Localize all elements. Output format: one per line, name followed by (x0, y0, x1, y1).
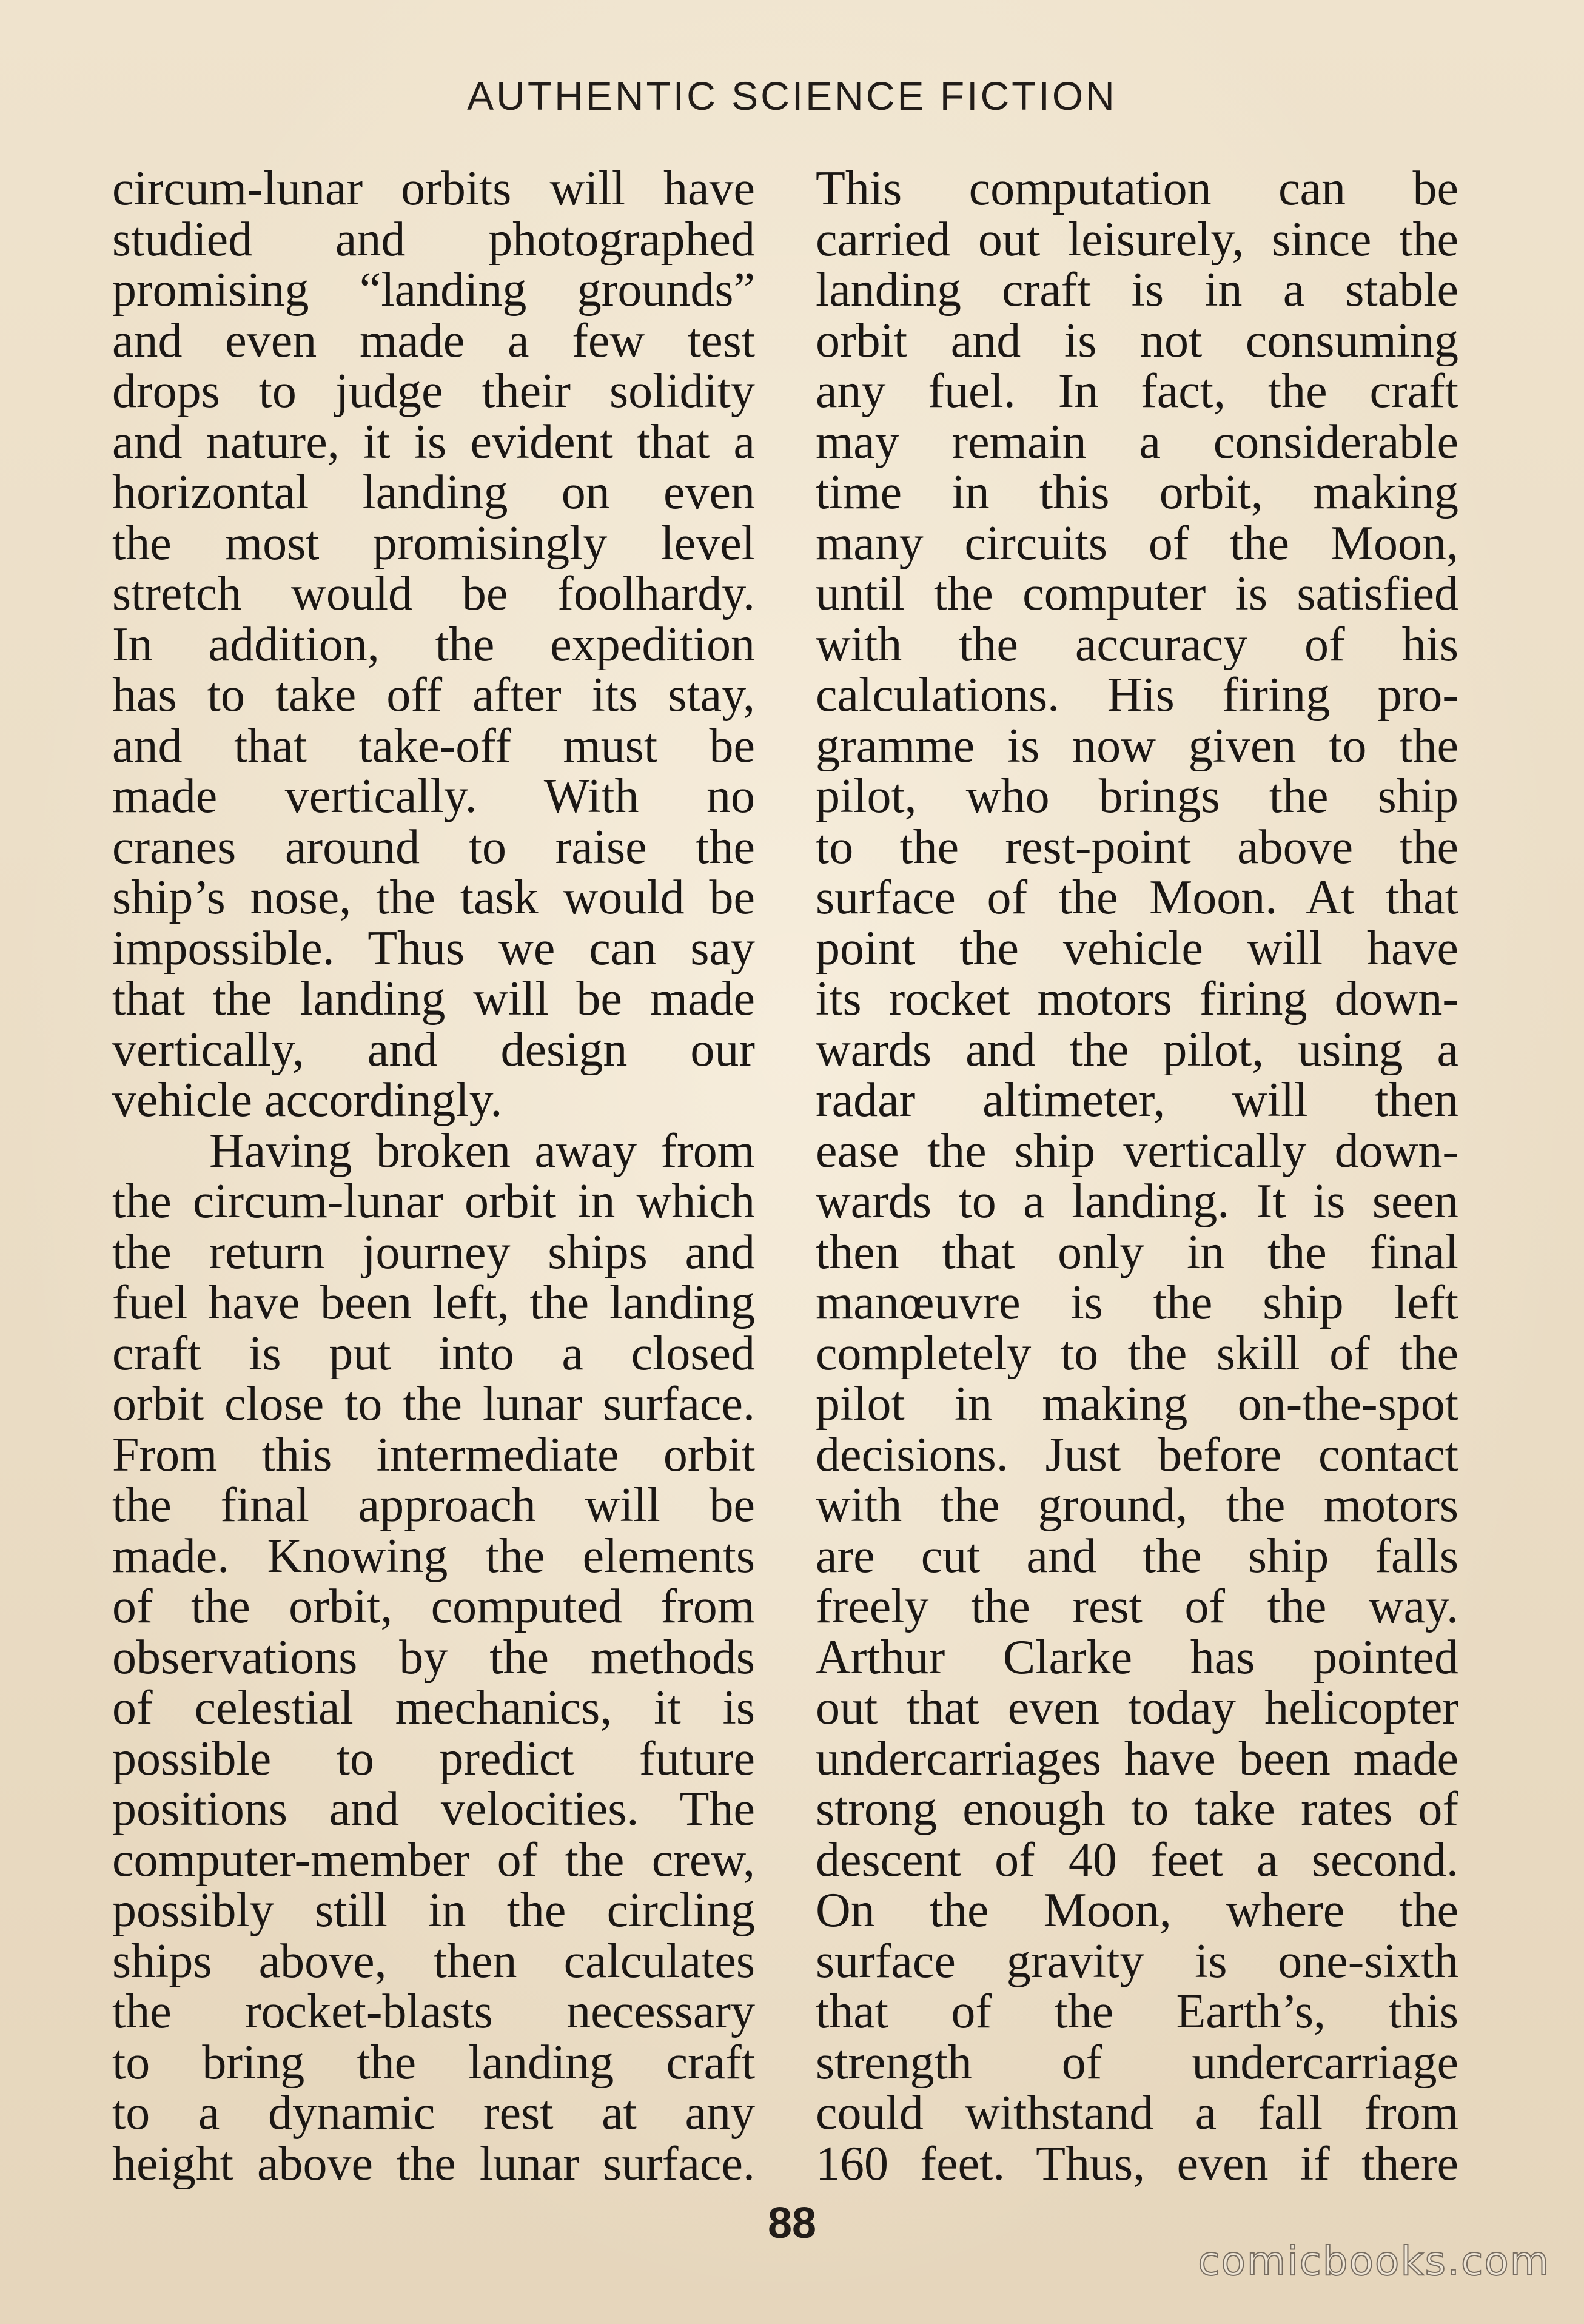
text-line: carried out leisurely, since the (816, 214, 1458, 265)
text-line: undercarriages have been made (816, 1733, 1458, 1784)
text-line: strength of undercarriage (816, 2037, 1458, 2088)
text-line: manœuvre is the ship left (816, 1278, 1458, 1329)
text-line: landing craft is in a stable (816, 265, 1458, 316)
text-line: freely the rest of the way. (816, 1582, 1458, 1633)
text-line: orbit and is not consuming (816, 315, 1458, 366)
text-line: strong enough to take rates of (816, 1784, 1458, 1835)
text-line: out that even today helicopter (816, 1683, 1458, 1734)
text-line: that of the Earth’s, this (816, 1987, 1458, 2038)
text-column-left (112, 164, 755, 2189)
text-line: the most promisingly level (112, 518, 755, 569)
text-line: stretch would be foolhardy. (112, 569, 755, 620)
text-line: From this intermediate orbit (112, 1429, 755, 1480)
text-line: to bring the landing craft (112, 2037, 755, 2088)
text-line: Arthur Clarke has pointed (816, 1632, 1458, 1683)
text-line: vehicle accordingly. (112, 1075, 503, 1126)
text-line: horizontal landing on even (112, 468, 755, 519)
text-line: then that only in the final (816, 1227, 1458, 1278)
text-line: made. Knowing the elements (112, 1531, 755, 1582)
text-line: observations by the methods (112, 1632, 755, 1683)
text-line: radar altimeter, will then (816, 1075, 1458, 1126)
text-line: height above the lunar surface. (112, 2138, 755, 2189)
text-line: drops to judge their solidity (112, 366, 755, 417)
text-line: surface of the Moon. At that (816, 873, 1458, 924)
text-line: to a dynamic rest at any (112, 2088, 755, 2139)
text-line: possible to predict future (112, 1733, 755, 1784)
text-line: of celestial mechanics, it is (112, 1683, 755, 1734)
text-line: point the vehicle will have (816, 923, 1458, 974)
text-line: ease the ship vertically down- (816, 1126, 1458, 1177)
text-line: decisions. Just before contact (816, 1429, 1458, 1480)
text-column-right (816, 164, 1458, 2189)
text-line: the circum-lunar orbit in which (112, 1177, 755, 1227)
watermark-logo: comicbooks.com (1198, 2238, 1550, 2285)
text-line: gramme is now given to the (816, 720, 1458, 771)
text-line: with the ground, the motors (816, 1480, 1458, 1531)
text-line: circum-lunar orbits will have (112, 164, 755, 215)
text-line: promising “landing grounds” (112, 265, 755, 316)
text-line: impossible. Thus we can say (112, 923, 755, 974)
text-line: cranes around to raise the (112, 822, 755, 873)
text-line: vertically, and design our (112, 1024, 755, 1075)
text-line: are cut and the ship falls (816, 1531, 1458, 1582)
text-line: possibly still in the circling (112, 1886, 755, 1936)
running-title: AUTHENTIC SCIENCE FICTION (467, 73, 1117, 118)
text-line: pilot in making on-the-spot (816, 1379, 1458, 1430)
text-line: made vertically. With no (112, 771, 755, 822)
text-line: craft is put into a closed (112, 1328, 755, 1379)
text-line: wards to a landing. It is seen (816, 1177, 1458, 1227)
text-line: surface gravity is one-sixth (816, 1936, 1458, 1987)
text-line: the final approach will be (112, 1480, 755, 1531)
text-line: pilot, who brings the ship (816, 771, 1458, 822)
text-line: 160 feet. Thus, even if there (816, 2138, 1458, 2189)
text-line: has to take off after its stay, (112, 670, 755, 721)
text-line: many circuits of the Moon, (816, 518, 1458, 569)
text-line: ship’s nose, the task would be (112, 873, 755, 924)
text-line: Having broken away from (209, 1126, 755, 1177)
text-line: that the landing will be made (112, 974, 755, 1025)
text-line: may remain a considerable (816, 417, 1458, 468)
text-line: computer-member of the crew, (112, 1835, 755, 1886)
text-line: of the orbit, computed from (112, 1582, 755, 1633)
text-line: with the accuracy of his (816, 619, 1458, 670)
text-line: until the computer is satisfied (816, 569, 1458, 620)
text-line: orbit close to the lunar surface. (112, 1379, 755, 1430)
text-line: and nature, it is evident that a (112, 417, 755, 468)
text-line: the return journey ships and (112, 1227, 755, 1278)
text-line: the rocket-blasts necessary (112, 1987, 755, 2038)
text-line: wards and the pilot, using a (816, 1024, 1458, 1075)
text-line: its rocket motors firing down- (816, 974, 1458, 1025)
text-line: and even made a few test (112, 315, 755, 366)
text-line: completely to the skill of the (816, 1328, 1458, 1379)
text-line: could withstand a fall from (816, 2088, 1458, 2139)
text-line: fuel have been left, the landing (112, 1278, 755, 1329)
text-line: studied and photographed (112, 214, 755, 265)
page-number: 88 (767, 2199, 817, 2248)
text-line: and that take-off must be (112, 720, 755, 771)
text-line: ships above, then calculates (112, 1936, 755, 1987)
text-line: In addition, the expedition (112, 619, 755, 670)
text-line: This computation can be (816, 164, 1458, 215)
text-line: time in this orbit, making (816, 468, 1458, 519)
text-line: any fuel. In fact, the craft (816, 366, 1458, 417)
text-line: positions and velocities. The (112, 1784, 755, 1835)
text-line: On the Moon, where the (816, 1886, 1458, 1936)
text-line: calculations. His firing pro- (816, 670, 1458, 721)
text-line: to the rest-point above the (816, 822, 1458, 873)
text-line: descent of 40 feet a second. (816, 1835, 1458, 1886)
